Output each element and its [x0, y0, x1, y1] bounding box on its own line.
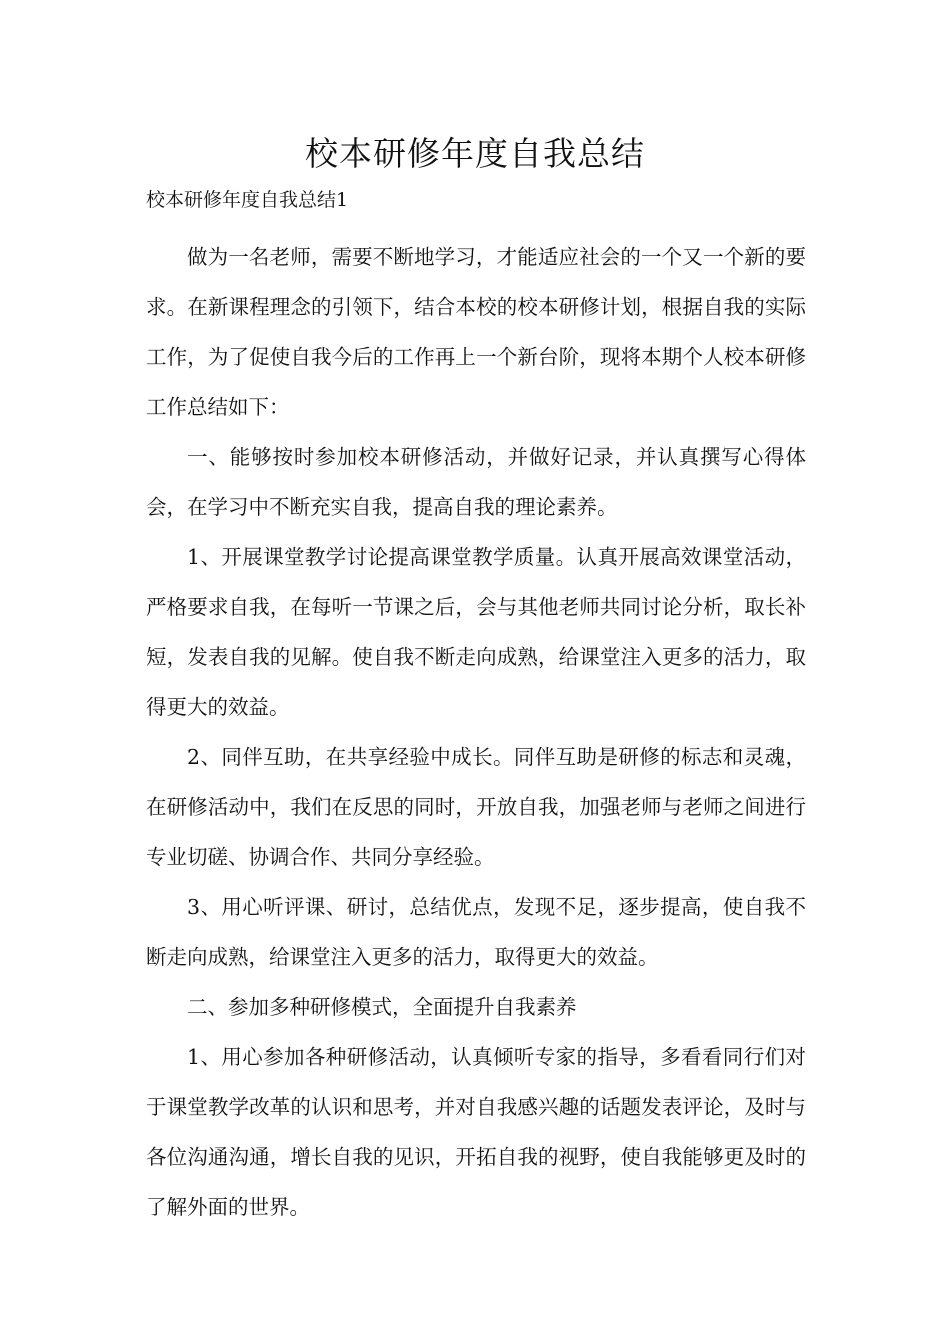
document-title: 校本研修年度自我总结 — [305, 134, 645, 173]
paragraph: 2、同伴互助，在共享经验中成长。同伴互助是研修的标志和灵魂，在研修活动中，我们在反思的同时，开放自我，加强老师与老师之间进行专业切磋、协调合作、共同分享经验。 — [146, 745, 806, 869]
paragraph: 做为一名老师，需要不断地学习，才能适应社会的一个又一个新的要求。在新课程理念的引领下，结合本校的校本研修计划，根据自我的实际工作，为了促使自我今后的工作再上一个新台阶，现将本期个人校本研修工作总结如下： — [146, 245, 806, 419]
paragraph: 一、能够按时参加校本研修活动，并做好记录，并认真撰写心得体会，在学习中不断充实自我，提高自我的理论素养。 — [146, 445, 806, 519]
paragraph: 3、用心听评课、研讨，总结优点，发现不足，逐步提高，使自我不断走向成熟，给课堂注入更多的活力，取得更大的效益。 — [146, 895, 806, 969]
document-subtitle: 校本研修年度自我总结1 — [146, 189, 349, 211]
paragraph: 1、用心参加各种研修活动，认真倾听专家的指导，多看看同行们对于课堂教学改革的认识和思考，并对自我感兴趣的话题发表评论，及时与各位沟通沟通，增长自我的见识，开拓自我的视野，使自我能够更及时的了解外面的世界。 — [146, 1045, 806, 1219]
paragraph: 二、参加多种研修模式，全面提升自我素养 — [187, 995, 577, 1019]
document-body — [146, 232, 806, 1232]
paragraph: 1、开展课堂教学讨论提高课堂教学质量。认真开展高效课堂活动，严格要求自我，在每听一节课之后，会与其他老师共同讨论分析，取长补短，发表自我的见解。使自我不断走向成熟，给课堂注入更多的活力，取得更大的效益。 — [146, 545, 806, 719]
